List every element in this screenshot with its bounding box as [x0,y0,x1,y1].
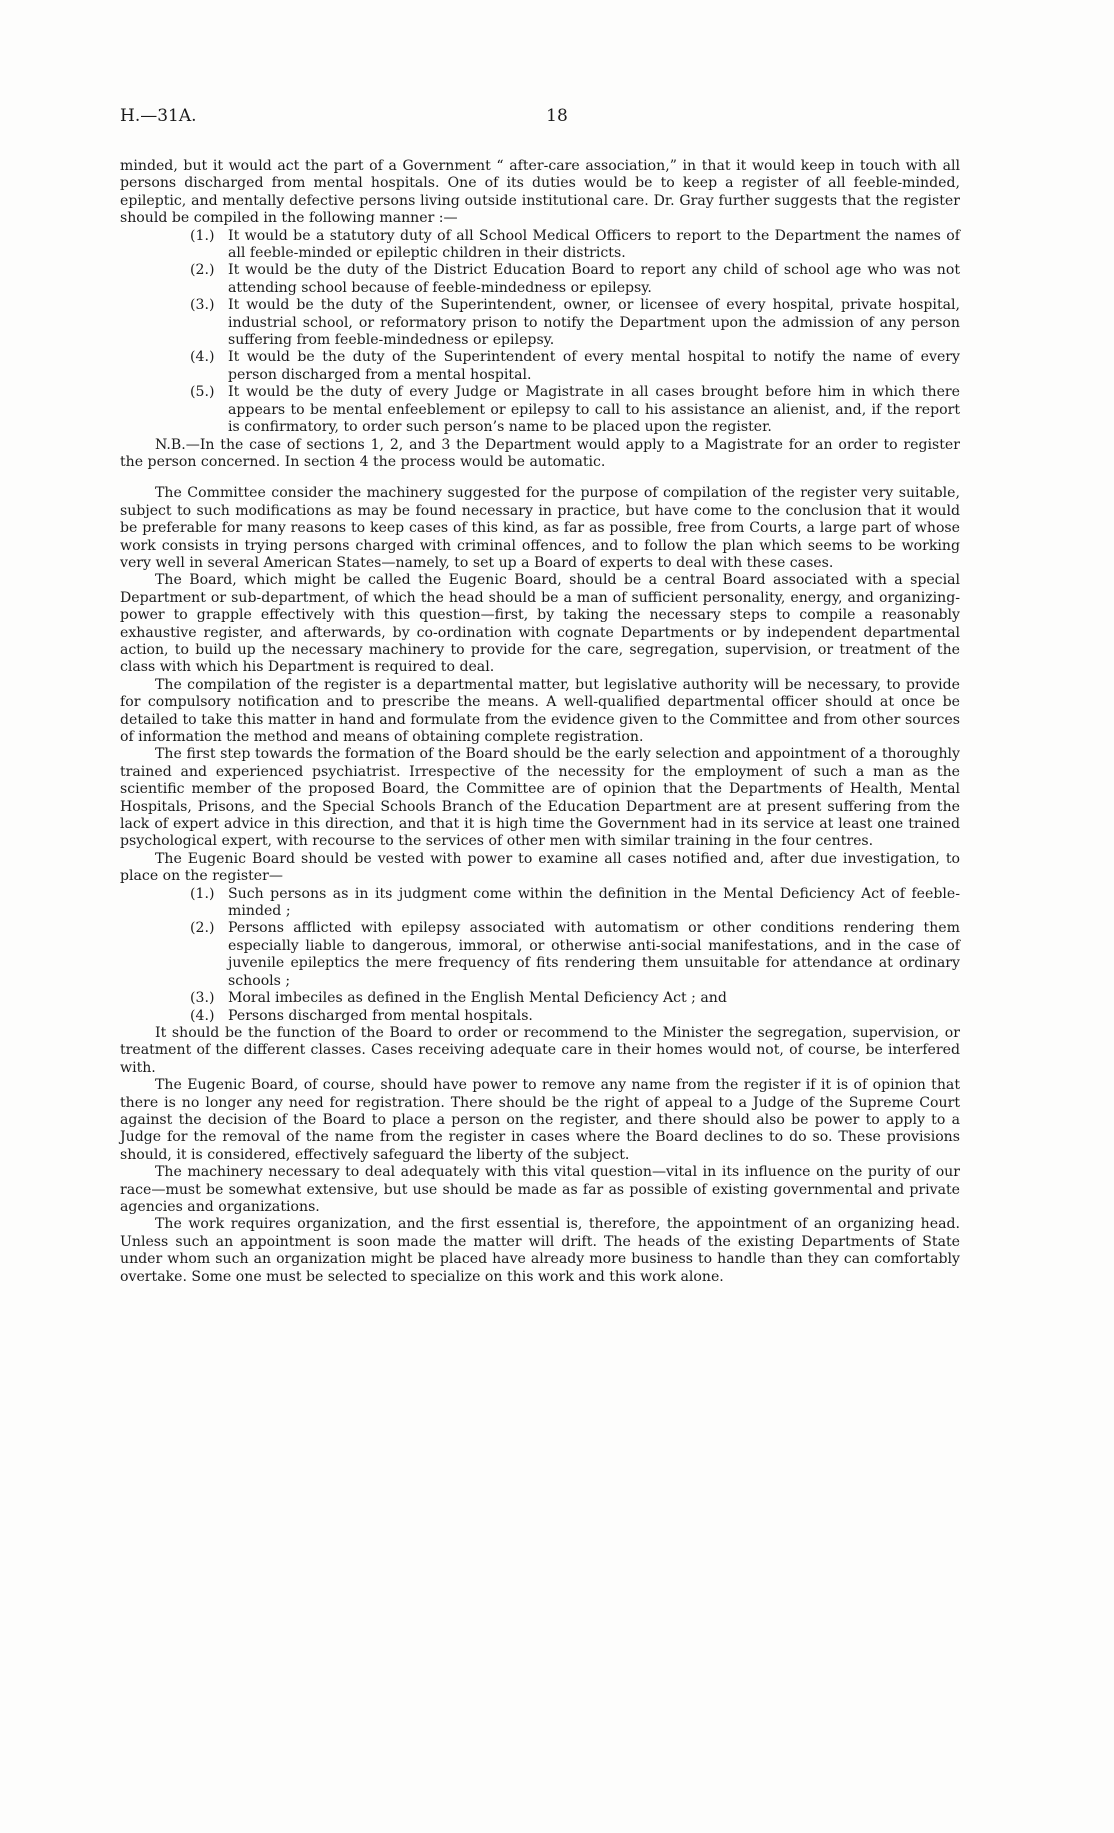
paragraph: The compilation of the register is a departmental matter, but legislative authority will be necessary, to provide for compulsory notification and to prescribe the means. A well-qualified departmental officer should at once be detailed to take this matter in hand and formulate from the evidence given to the Committee and from other sources of information the method and means of obtaining complete registration. [120,676,960,745]
paragraph: The work requires organization, and the first essential is, therefore, the appointment of an organizing head. Unless such an appointment is soon made the matter will drift. The heads of the existing Departments of State under whom such an organization might be placed have already more business to handle than they can comfortably overtake. Some one must be selected to specialize on this work and this work alone. [120,1216,960,1285]
list-item [190,228,960,263]
list-text: Persons afflicted with epilepsy associated with automatism or other conditions rendering them especially liable to dangerous, immoral, or otherwise anti-social manifestations, and in the case of juvenile epileptics the mere frequency of fits rendering them unsuitable for attendance at ordinary schools ; [228,920,960,989]
list-text: Persons discharged from mental hospitals. [228,1007,533,1024]
list-text: It would be the duty of the Superintendent of every mental hospital to notify the name of every person discharged from a mental hospital. [228,349,960,383]
list-number: (3.) [190,990,215,1007]
list-item [190,384,960,436]
page-number: 18 [546,106,568,126]
list-text: It would be a statutory duty of all School Medical Officers to report to the Department the names of all feeble-minded or epileptic children in their districts. [228,227,960,262]
list-text: It would be the duty of the Superintendent, owner, or licensee of every hospital, private hospital, industrial school, or reformatory prison to notify the Department upon the admission of any person suffering from feeble-mindedness or epilepsy. [228,297,960,349]
list-item [190,262,960,297]
list-text: Moral imbeciles as defined in the English Mental Deficiency Act ; and [228,990,727,1007]
list-item [190,920,960,990]
list-number: (1.) [190,885,215,902]
list-text: Such persons as in its judgment come within the definition in the Mental Deficiency Act of feeble-minded ; [228,885,960,920]
page-header [120,106,994,130]
list-item [190,297,960,349]
paragraph: minded, but it would act the part of a Government “ after-care association,” in that it would keep in touch with all persons discharged from mental hospitals. One of its duties would be to keep a register of all feeble-minded, epileptic, and mentally defective persons living outside institutional care. Dr. Gray further suggests that the register should be compiled in the following manner :— [120,158,960,227]
list-item [190,990,960,1007]
paragraph: The Board, which might be called the Eugenic Board, should be a central Board associated with a special Department or sub-department, of which the head should be a man of sufficient personality, energy, and organizing-power to grapple effectively with this question—first, by taking the necessary steps to compile a reasonably exhaustive register, and afterwards, by co-ordination with cognate Departments or by independent departmental action, to build up the necessary machinery to provide for the care, segregation, supervision, or treatment of the class with which his Department is required to deal. [120,572,960,676]
paragraph: The machinery necessary to deal adequately with this vital question—vital in its influence on the purity of our race—must be somewhat extensive, but use should be made as far as possible of existing governmental and private agencies and organizations. [120,1164,960,1215]
list-text: It would be the duty of every Judge or Magistrate in all cases brought before him in which there appears to be mental enfeeblement or epilepsy to call to his assistance an alienist, and, if the report is confirmatory, to order such person’s name to be placed upon the register. [228,384,960,436]
list-number: (2.) [190,262,215,279]
list-number: (4.) [190,349,215,366]
list-number: (3.) [190,297,215,314]
list-number: (5.) [190,384,215,401]
list-number: (2.) [190,920,215,937]
paragraph: The Eugenic Board should be vested with power to examine all cases notified and, after due investigation, to place on the register— [120,850,960,885]
list-text: It would be the duty of the District Education Board to report any child of school age who was not attending school because of feeble-mindedness or epilepsy. [228,262,960,296]
paragraph: The Eugenic Board, of course, should have power to remove any name from the register if it is of opinion that there is no longer any need for registration. There should be the right of appeal to a Judge of the Supreme Court against the decision of the Board to place a person on the register, and there should also be power to apply to a Judge for the removal of the name from the register in cases where the Board declines to do so. These provisions should, it is considered, effectively safeguard the liberty of the subject. [120,1077,960,1163]
paragraph: The first step towards the formation of the Board should be the early selection and appointment of a thoroughly trained and experienced psychiatrist. Irrespective of the necessity for the employment of such a man as the scientific member of the proposed Board, the Committee are of opinion that the Departments of Health, Mental Hospitals, Prisons, and the Special Schools Branch of the Education Department are at present suffering from the lack of expert advice in this direction, and that it is high time the Government had in its service at least one trained psychological expert, with recourse to the services of other men with similar training in the four centres. [120,746,960,850]
list-number: (1.) [190,227,215,244]
document-body [120,158,960,1286]
paragraph: The Committee consider the machinery suggested for the purpose of compilation of the register very suitable, subject to such modifications as may be found necessary in practice, but have come to the conclusion that it would be preferable for many reasons to keep cases of this kind, as far as possible, free from Courts, a large part of whose work consists in trying persons charged with criminal offences, and to follow the plan which seems to be working very well in several American States—namely, to set up a Board of experts to deal with these cases. [120,485,960,571]
paragraph: It should be the function of the Board to order or recommend to the Minister the segregation, supervision, or treatment of the different classes. Cases receiving adequate care in their homes would not, of course, be interfered with. [120,1024,960,1076]
list-item [190,1008,960,1025]
list-item [190,349,960,384]
document-reference: H.—31A. [120,106,197,126]
nota-bene: N.B.—In the case of sections 1, 2, and 3 the Department would apply to a Magistrate for an order to register the person concerned. In section 4 the process would be automatic. [120,436,960,470]
list-item [190,886,960,921]
list-number: (4.) [190,1007,215,1024]
